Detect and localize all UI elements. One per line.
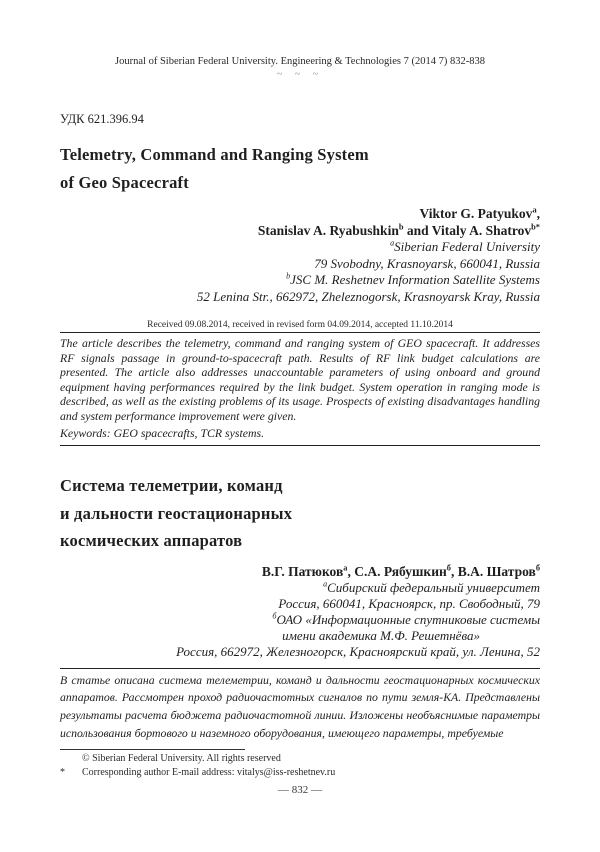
author-affiliation-mark: b* [531,222,540,232]
affiliation-text: Россия, 662972, Железногорск, Красноярский край, ул. Ленина, 52 [176,643,540,659]
divider-rule [60,445,540,446]
paper-title-ru [60,472,540,555]
title-line-ru-3: космических аппаратов [60,531,243,550]
author-line-en-1 [60,205,540,222]
footnote [60,749,540,780]
paper-title-en [60,141,540,197]
author-affiliation-mark: a [532,205,537,215]
affiliation-line [60,239,540,256]
abstract-en: The article describes the telemetry, command and ranging system of GEO spacecraft. It addresses RF signals passage in ground-to-spacecraft path. Results of RF link budget calculations are presented. The article also addresses unaccountable parameters of using onboard and ground equipment having performances required by the link budget. System operation in ranging mode is described, as well as the existing problems of its usage. Prospects of existing disadvantages handling and system performance improvement were given. [60,336,540,423]
udc-code: УДК 621.396.94 [60,112,144,126]
affiliation-line [60,596,540,612]
author-line-en-2 [60,222,540,239]
affiliation-text: 52 Lenina Str., 662972, Zheleznogorsk, Krasnoyarsk Kray, Russia [196,288,540,304]
tilde-separator: ~ ~ ~ [276,69,324,80]
author-name: and Vitaly A. Shatrov [403,223,532,238]
affiliation-text: имени академика М.Ф. Решетнёва» [282,627,480,643]
affiliation-text: JSC M. Reshetnev Information Satellite Systems [290,272,540,287]
keywords-en: Keywords: GEO spacecrafts, TCR systems. [60,426,265,440]
author-affiliation-mark: b [398,222,404,232]
affiliation-mark: a [390,238,395,248]
author-name: , В.А. Шатров [450,563,536,579]
affiliation-text: ОАО «Информационные спутниковые системы [276,611,540,627]
affiliation-line [60,580,540,596]
footnote-copyright: © Siberian Federal University. All rights reserved [82,752,281,764]
affiliation-text: Россия, 660041, Красноярск, пр. Свободный, 79 [278,595,540,611]
page-number: — 832 — [278,783,322,796]
title-line-en-2: of Geo Spacecraft [60,173,189,192]
author-line-ru [60,563,540,580]
affiliation-line [60,272,540,289]
author-name: Viktor G. Patyukov [419,206,533,221]
affiliation-line [60,628,540,644]
footnote-corresponding-author [60,766,540,780]
footnote-rule [60,749,245,750]
title-line-en-1: Telemetry, Command and Ranging System [60,145,369,164]
author-name: В.Г. Патюков [261,563,344,579]
title-line-ru-1: Система телеметрии, команд [60,476,283,495]
affiliation-mark: b [286,271,291,281]
journal-header: Journal of Siberian Federal University. Engineering & Technologies 7 (2014 7) 832-838 [115,56,485,67]
affiliation-en [60,239,540,305]
corresponding-author-email: Corresponding author E-mail address: vitalys@iss-reshetnev.ru [82,766,336,778]
page-content [60,56,540,796]
received-dates: Received 09.08.2014, received in revised form 04.09.2014, accepted 11.10.2014 [147,320,453,330]
title-line-ru-2: и дальности геостационарных [60,503,293,523]
affiliation-mark: б [272,611,277,621]
author-affiliation-mark: б [446,563,451,572]
author-name: , С.А. Рябушкин [347,563,447,579]
abstract-ru: В статье описана система телеметрии, команд и дальности геостационарных космических аппаратов. Рассмотрен проход радиочастотных сигналов по пути земля-КА. Представлены результаты расчета бюджета радиочастотной линии. Изложены необъяснимые параметры использования бортового и наземного оборудования, имеющего параметры, требуемые [60,672,540,740]
affiliation-text: Сибирский федеральный университет [327,579,540,595]
affiliation-mark: а [323,579,328,589]
divider-rule [60,668,540,669]
affiliation-line [60,256,540,273]
affiliation-line [60,289,540,306]
footnote-marker: * [60,766,65,778]
affiliation-text: 79 Svobodny, Krasnoyarsk, 660041, Russia [314,255,540,271]
affiliation-ru [60,580,540,660]
authors-en [60,205,540,239]
affiliation-text: Siberian Federal University [394,239,540,254]
author-name: Stanislav A. Ryabushkin [257,223,399,238]
authors-ru [60,563,540,580]
author-affiliation-mark: а [343,563,348,572]
affiliation-line [60,644,540,660]
affiliation-line [60,612,540,628]
divider-rule [60,332,540,333]
author-separator: , [536,206,540,221]
author-affiliation-mark: б [535,563,540,572]
